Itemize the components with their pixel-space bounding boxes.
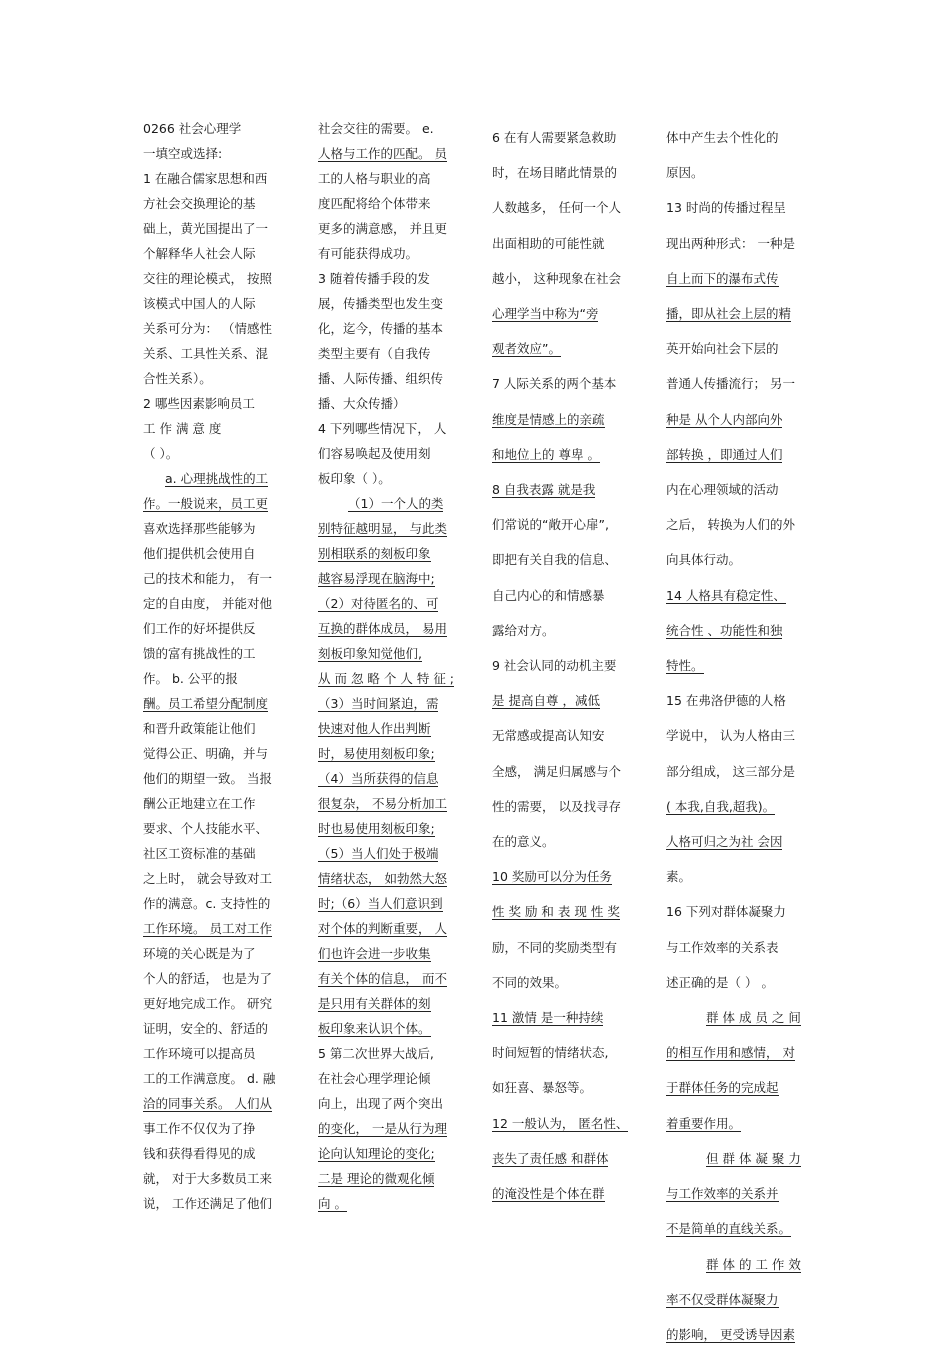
text-line: 础上，黄光国提出了一	[143, 221, 269, 236]
underlined-text: 但 群 体 凝 聚 力	[706, 1150, 801, 1166]
text-line: 15 在弗洛伊德的人格	[666, 693, 786, 709]
text-line: 露给对方。	[492, 622, 555, 638]
underlined-text: （5）当人们处于极端	[318, 846, 439, 861]
underlined-text: 刻板印象知觉他们,	[318, 646, 422, 661]
underlined-text: 丧失了责任感 和群体	[492, 1150, 609, 1166]
underlined-text: 14 人格具有稳定性、	[666, 587, 786, 603]
text-line: 之上时， 就会导致对工	[143, 871, 272, 886]
text-line: 时间短暂的情绪状态,	[492, 1045, 609, 1061]
text-line: 喜欢选择那些能够为	[143, 521, 256, 536]
text-line	[666, 1035, 811, 1070]
text-line	[666, 613, 811, 648]
text-line	[666, 261, 811, 296]
underlined-text: 种是 从个人内部向外	[666, 411, 783, 427]
underlined-text: 情绪状态， 如勃然大怒	[318, 871, 447, 886]
underlined-text: 是 提高自尊 ，减低	[492, 693, 600, 709]
text-line: 播、大众传播）	[318, 396, 406, 411]
text-line	[318, 941, 463, 966]
text-line: 钱和获得看得见的成	[143, 1146, 256, 1161]
underlined-text: 互换的群体成员， 易用	[318, 621, 447, 636]
text-line: 就， 对于大多数员工来	[143, 1171, 272, 1186]
text-line: 工作环境可以提高员	[143, 1046, 256, 1061]
text-line: 如狂喜、暴怒等。	[492, 1080, 593, 1096]
text-line	[318, 841, 463, 866]
underlined-text: 酬。员工希望分配制度	[143, 696, 269, 711]
underlined-text: 着重要作用。	[666, 1115, 742, 1131]
text-line: 关系可分为： （情感性	[143, 321, 272, 336]
text-line: 们常说的“敞开心扉”,	[492, 517, 609, 533]
underlined-text: 观者效应”。	[492, 341, 561, 357]
underlined-text: 对个体的判断重要， 人	[318, 921, 447, 936]
underlined-text: 性 奖 励 和 表 现 性 奖	[492, 904, 620, 920]
underlined-text: 12 一般认为， 匿名性、	[492, 1115, 629, 1131]
text-line	[666, 648, 811, 683]
text-line	[492, 331, 637, 366]
text-line: 英开始向社会下层的	[666, 341, 779, 357]
text-line: 们容易唤起及使用刻	[318, 446, 431, 461]
text-line	[318, 591, 463, 616]
text-line: 向上，出现了两个突出	[318, 1096, 444, 1111]
text-line	[143, 1091, 291, 1116]
underlined-text: （1）一个人的类	[348, 496, 444, 511]
column-1	[143, 116, 291, 1216]
underlined-text: 向 。	[318, 1196, 347, 1211]
underlined-text: （3）当时间紧迫，需	[318, 696, 439, 711]
text-line	[666, 1211, 811, 1246]
text-line: 内在心理领域的活动	[666, 482, 779, 498]
text-line	[666, 1141, 811, 1176]
text-line: 16 下列对群体凝聚力	[666, 904, 786, 920]
text-line: 个解释华人社会人际	[143, 246, 256, 261]
underlined-text: 的相互作用和感情， 对	[666, 1045, 795, 1061]
text-line	[318, 566, 463, 591]
text-line: 人数越多， 任何一个人	[492, 200, 621, 216]
text-line	[318, 991, 463, 1016]
text-line: 酬公正地建立在工作	[143, 796, 256, 811]
text-line	[666, 1282, 811, 1317]
text-line	[666, 296, 811, 331]
text-line: 工的人格与职业的高	[318, 171, 431, 186]
text-line: 要求、个人技能水平、	[143, 821, 269, 836]
text-line	[492, 437, 637, 472]
text-line: 展，传播类型也发生变	[318, 296, 444, 311]
text-line	[143, 691, 291, 716]
underlined-text: 10 奖励可以分为任务	[492, 869, 612, 885]
text-line: 环境的关心既是为了	[143, 946, 256, 961]
text-line: 即把有关自我的信息、	[492, 552, 618, 568]
underlined-text: 于群体任务的完成起	[666, 1080, 779, 1096]
text-line: 普通人传播流行； 另一	[666, 376, 795, 392]
text-line	[318, 891, 463, 916]
underlined-text: 二是 理论的微观化倾	[318, 1171, 435, 1186]
underlined-text: 别特征越明显， 与此类	[318, 521, 447, 536]
underlined-text: （2）对待匿名的、可	[318, 596, 439, 611]
text-line: 合性关系）。	[143, 371, 212, 386]
column-4	[666, 120, 811, 1352]
text-line	[143, 491, 291, 516]
underlined-text: 论向认知理论的变化;	[318, 1146, 435, 1161]
section-heading: 一填空或选择:	[143, 146, 223, 161]
underlined-text: 统合性 、功能性和独	[666, 622, 783, 638]
text-line: 作。 b. 公平的报	[143, 671, 238, 686]
text-line: 播、人际传播、组织传	[318, 371, 444, 386]
underlined-text: 有关个体的信息， 而不	[318, 971, 447, 986]
text-line: 6 在有人需要紧急救助	[492, 130, 617, 145]
text-line: 觉得公正、明确，并与	[143, 746, 269, 761]
text-line: 励，不同的奖励类型有	[492, 939, 618, 955]
text-line: 自己内心的和情感暴	[492, 587, 605, 603]
text-line	[318, 1016, 463, 1041]
underlined-text: 特性。	[666, 658, 704, 674]
underlined-text: 心理学当中称为“旁	[492, 306, 599, 322]
text-line	[666, 789, 811, 824]
underlined-text: 率不仅受群体凝聚力	[666, 1291, 779, 1307]
text-line	[318, 741, 463, 766]
text-line: 2 哪些因素影响员工	[143, 396, 255, 411]
text-line	[318, 791, 463, 816]
text-line	[666, 1000, 811, 1035]
underlined-text: 的淹没性是个体在群	[492, 1186, 605, 1202]
text-line	[666, 1176, 811, 1211]
underlined-text: 与工作效率的关系并	[666, 1186, 779, 1202]
text-line: 1 在融合儒家思想和西	[143, 171, 268, 186]
text-line: 素。	[666, 869, 692, 885]
text-line	[318, 1191, 463, 1216]
text-line: 关系、工具性关系、混	[143, 346, 269, 361]
text-line: 之后， 转换为人们的外	[666, 517, 795, 533]
text-line: 越小， 这种现象在社会	[492, 270, 621, 286]
text-line	[666, 1070, 811, 1105]
text-line	[318, 666, 463, 691]
text-line: 方社会交换理论的基	[143, 196, 256, 211]
text-line	[492, 472, 637, 507]
underlined-text: 时，易使用刻板印象;	[318, 746, 435, 761]
underlined-text: 播，即从社会上层的精	[666, 306, 792, 322]
underlined-text: 的影响， 更受诱导因素	[666, 1326, 795, 1342]
text-line	[318, 541, 463, 566]
underlined-text: 和地位上的 尊卑 。	[492, 446, 600, 462]
text-line: 化，迄今，传播的基本	[318, 321, 444, 336]
text-line: 现出两种形式： 一种是	[666, 235, 795, 251]
underlined-text: 人格与工作的匹配。 员	[318, 146, 447, 161]
text-line: 己的技术和能力， 有一	[143, 571, 272, 586]
underlined-text: 时;（6）当人们意识到	[318, 896, 443, 911]
text-line: 交往的理论模式， 按照	[143, 271, 272, 286]
text-line: 度匹配将给个体带来	[318, 196, 431, 211]
underlined-text: 群 体 的 工 作 效	[706, 1256, 801, 1272]
text-line	[666, 1317, 811, 1352]
text-line: 3 随着传播手段的发	[318, 271, 430, 286]
text-line	[318, 966, 463, 991]
text-line: 社区工资标准的基础	[143, 846, 256, 861]
text-line	[318, 716, 463, 741]
text-line	[492, 683, 637, 718]
column-2	[318, 116, 463, 1216]
text-line: 定的自由度， 并能对他	[143, 596, 272, 611]
doc-title: 0266 社会心理学	[143, 121, 242, 136]
text-line: 该模式中国人的人际	[143, 296, 256, 311]
text-line: 工的工作满意度。 d. 融	[143, 1071, 276, 1086]
text-line: 作的满意。c. 支持性的	[143, 896, 271, 911]
text-line	[318, 616, 463, 641]
text-line: 部分组成， 这三部分是	[666, 763, 795, 779]
underlined-text: 快速对他人作出判断	[318, 721, 431, 736]
underlined-text: ( 本我,自我,超我)。	[666, 798, 776, 814]
text-line: 4 下列哪些情况下， 人	[318, 421, 447, 436]
text-line	[492, 402, 637, 437]
text-line	[143, 916, 291, 941]
text-line	[492, 296, 637, 331]
text-line: 在的意义。	[492, 834, 555, 850]
text-line: 不同的效果。	[492, 974, 568, 990]
text-line: 出面相助的可能性就	[492, 235, 605, 251]
text-line: 更多的满意感， 并且更	[318, 221, 447, 236]
underlined-text: 自上而下的瀑布式传	[666, 270, 779, 286]
underlined-text: 维度是情感上的亲疏	[492, 411, 605, 427]
underlined-text: 不是简单的直线关系。	[666, 1221, 792, 1237]
text-line: 他们的期望一致。 当报	[143, 771, 272, 786]
text-line	[318, 766, 463, 791]
text-line	[492, 1000, 637, 1035]
underlined-text: 洽的同事关系。 人们从	[143, 1096, 272, 1111]
text-line	[318, 516, 463, 541]
text-line	[318, 641, 463, 666]
text-line	[666, 824, 811, 859]
text-line: 们工作的好坏提供反	[143, 621, 256, 636]
text-line: 原因。	[666, 165, 704, 181]
text-line	[666, 1106, 811, 1141]
underlined-text: 很复杂， 不易分析加工	[318, 796, 447, 811]
text-line	[492, 894, 637, 929]
underlined-text: 别相联系的刻板印象	[318, 546, 431, 561]
underlined-text: 从 而 忽 略 个 人 特 征 ;	[318, 671, 454, 686]
text-line	[318, 816, 463, 841]
text-line: 9 社会认同的动机主要	[492, 658, 617, 674]
text-line	[318, 866, 463, 891]
text-line: 馈的富有挑战性的工	[143, 646, 256, 661]
text-line: 个人的舒适， 也是为了	[143, 971, 272, 986]
text-line	[666, 578, 811, 613]
underlined-text: 是只用有关群体的刻	[318, 996, 431, 1011]
text-line	[492, 1106, 637, 1141]
text-line	[666, 1247, 811, 1282]
text-line	[666, 402, 811, 437]
text-line: 类型主要有（自我传	[318, 346, 431, 361]
underlined-text: 们也许会进一步收集	[318, 946, 431, 961]
text-line: 和晋升政策能让他们	[143, 721, 256, 736]
text-line	[318, 1116, 463, 1141]
text-line: 与工作效率的关系表	[666, 939, 779, 955]
text-line: 性的需要， 以及找寻存	[492, 798, 621, 814]
text-line: 7 人际关系的两个基本	[492, 376, 617, 392]
underlined-text: 人格可归之为社 会因	[666, 834, 783, 850]
column-3	[492, 120, 637, 1211]
text-line: 社会交往的需要。 e.	[318, 121, 434, 136]
underlined-text: （4）当所获得的信息	[318, 771, 439, 786]
text-line: 体中产生去个性化的	[666, 130, 779, 145]
text-line: 有可能获得成功。	[318, 246, 419, 261]
text-line: 工 作 满 意 度	[143, 421, 222, 436]
text-line: 13 时尚的传播过程呈	[666, 200, 786, 216]
text-line: 事工作不仅仅为了挣	[143, 1121, 256, 1136]
text-line: 述正确的是（ ） 。	[666, 974, 774, 990]
underlined-text: 板印象来认识个体。	[318, 1021, 431, 1036]
text-line	[492, 859, 637, 894]
text-line	[492, 1176, 637, 1211]
text-line: 他们提供机会使用自	[143, 546, 256, 561]
underlined-text: 的变化， 一是从行为理	[318, 1121, 447, 1136]
text-line: 说， 工作还满足了他们	[143, 1196, 272, 1211]
text-line: 更好地完成工作。 研究	[143, 996, 272, 1011]
underlined-text: 11 激情 是一种持续	[492, 1010, 604, 1026]
text-line	[318, 916, 463, 941]
underlined-text: a. 心理挑战性的工	[165, 471, 269, 486]
underlined-text: 时也易使用刻板印象;	[318, 821, 435, 836]
text-line	[143, 466, 291, 491]
text-line: 5 第二次世界大战后,	[318, 1046, 434, 1061]
text-line: 无常感或提高认知安	[492, 728, 605, 744]
text-line	[318, 1166, 463, 1191]
text-line: 在社会心理学理论倾	[318, 1071, 431, 1086]
underlined-text: 群 体 成 员 之 间	[706, 1010, 801, 1026]
underlined-text: 越容易浮现在脑海中;	[318, 571, 435, 586]
text-line: 向具体行动。	[666, 552, 742, 568]
text-line	[318, 491, 463, 516]
underlined-text: 部转换 ，即通过人们	[666, 446, 783, 462]
text-line	[318, 691, 463, 716]
text-line: 时，在场目睹此情景的	[492, 165, 618, 181]
text-line	[492, 1141, 637, 1176]
text-line: 板印象（ ）。	[318, 471, 391, 486]
text-line	[318, 1141, 463, 1166]
underlined-text: 作。一般说来，员工更	[143, 496, 269, 511]
text-line: （ ）。	[143, 446, 179, 461]
text-line	[666, 437, 811, 472]
underlined-text: 工作环境。 员工对工作	[143, 921, 272, 936]
underlined-text: 8 自我表露 就是我	[492, 482, 596, 498]
text-line: 证明，安全的、舒适的	[143, 1021, 269, 1036]
text-line	[318, 141, 463, 166]
text-line: 全感， 满足归属感与个	[492, 763, 621, 779]
text-line: 学说中， 认为人格由三	[666, 728, 795, 744]
